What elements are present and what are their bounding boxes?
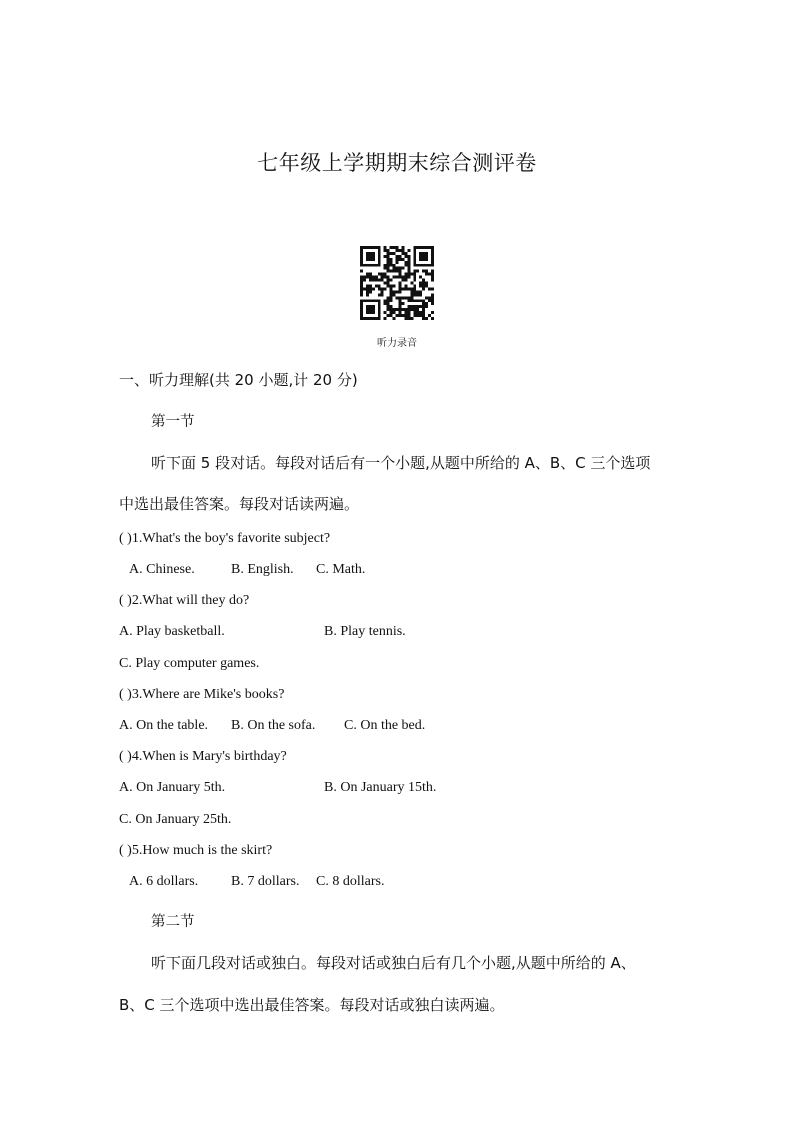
section1-label: 第一节 bbox=[151, 414, 195, 430]
question-5-stem: ( )5.How much is the skirt? bbox=[119, 843, 273, 858]
section2-label: 第二节 bbox=[151, 914, 195, 930]
section2-instruction-line2: B、C 三个选项中选出最佳答案。每段对话或独白读两遍。 bbox=[119, 996, 505, 1014]
qr-caption: 听力录音 bbox=[377, 338, 417, 349]
part1-heading: 一、听力理解(共 20 小题,计 20 分) bbox=[119, 371, 358, 389]
section2-instruction-line1: 听下面几段对话或独白。每段对话或独白后有几个小题,从题中所给的 A、 bbox=[151, 954, 636, 972]
question-1-option-a: A. Chinese. bbox=[129, 562, 195, 577]
section1-instruction-line2: 中选出最佳答案。每段对话读两遍。 bbox=[119, 495, 360, 513]
question-4-stem: ( )4.When is Mary's birthday? bbox=[119, 749, 287, 764]
question-1-option-c: C. Math. bbox=[316, 562, 366, 577]
question-2-option-c: C. Play computer games. bbox=[119, 656, 260, 671]
question-4-option-b: B. On January 15th. bbox=[324, 780, 437, 795]
section1-instruction-line1: 听下面 5 段对话。每段对话后有一个小题,从题中所给的 A、B、C 三个选项 bbox=[151, 454, 651, 472]
question-3-option-c: C. On the bed. bbox=[344, 718, 426, 733]
question-1-stem: ( )1.What's the boy's favorite subject? bbox=[119, 531, 331, 546]
question-3-stem: ( )3.Where are Mike's books? bbox=[119, 687, 285, 702]
qr-code-icon[interactable] bbox=[360, 246, 434, 320]
question-1-option-b: B. English. bbox=[231, 562, 294, 577]
question-5-option-c: C. 8 dollars. bbox=[316, 874, 385, 889]
question-2-stem: ( )2.What will they do? bbox=[119, 593, 250, 608]
question-3-option-b: B. On the sofa. bbox=[231, 718, 316, 733]
question-5-option-a: A. 6 dollars. bbox=[129, 874, 199, 889]
question-3-option-a: A. On the table. bbox=[119, 718, 209, 733]
page-title: 七年级上学期期末综合测评卷 bbox=[257, 151, 537, 175]
question-4-option-a: A. On January 5th. bbox=[119, 780, 226, 795]
question-5-option-b: B. 7 dollars. bbox=[231, 874, 300, 889]
question-2-option-b: B. Play tennis. bbox=[324, 624, 406, 639]
question-2-option-a: A. Play basketball. bbox=[119, 624, 225, 639]
question-4-option-c: C. On January 25th. bbox=[119, 812, 232, 827]
